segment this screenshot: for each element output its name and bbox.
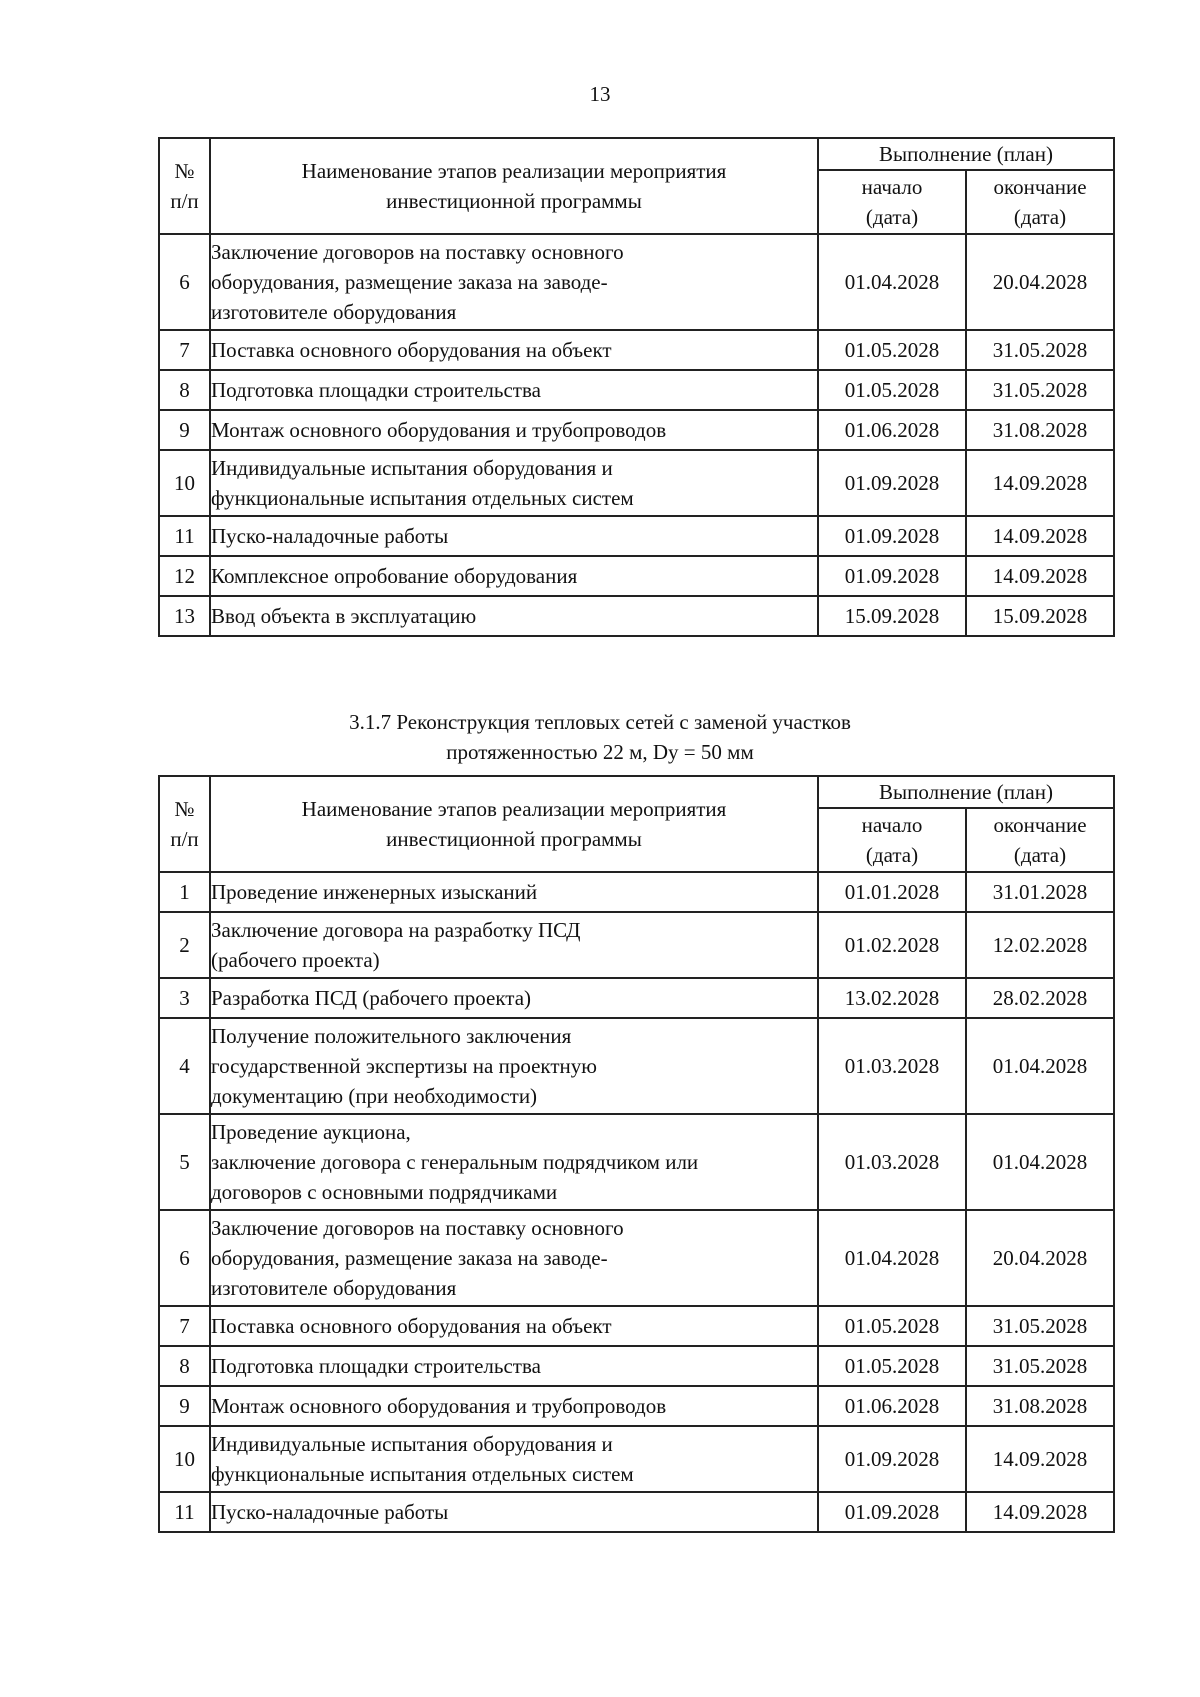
end-date: 31.08.2028 [966,1386,1114,1426]
end-date: 31.05.2028 [966,1306,1114,1346]
column-header-stage-name: Наименование этапов реализации мероприятия инвестиционной программы [210,138,818,234]
start-date: 01.05.2028 [818,1346,966,1386]
table-row [159,596,1114,636]
stage-name: Разработка ПСД (рабочего проекта) [210,978,818,1018]
end-date: 12.02.2028 [966,912,1114,978]
column-header-start-date: начало (дата) [818,170,966,234]
stage-name: Монтаж основного оборудования и трубопроводов [210,1386,818,1426]
schedule-table-3-1-7 [158,775,1115,1533]
column-header-end-date: окончание (дата) [966,808,1114,872]
stage-name: Индивидуальные испытания оборудования и функциональные испытания отдельных систем [210,450,818,516]
column-header-stage-name: Наименование этапов реализации мероприятия инвестиционной программы [210,776,818,872]
row-number: 10 [159,450,210,516]
row-number: 11 [159,1492,210,1532]
section-caption-line-2: протяженностью 22 м, Dу = 50 мм [446,740,754,764]
row-number: 4 [159,1018,210,1114]
end-date: 14.09.2028 [966,1492,1114,1532]
start-date: 01.09.2028 [818,516,966,556]
column-header-execution-plan: Выполнение (план) [818,776,1114,808]
end-date: 14.09.2028 [966,516,1114,556]
table-row [159,1492,1114,1532]
start-date: 13.02.2028 [818,978,966,1018]
start-date: 01.02.2028 [818,912,966,978]
end-date: 14.09.2028 [966,556,1114,596]
row-number: 2 [159,912,210,978]
table-row [159,410,1114,450]
table-row [159,1210,1114,1306]
table-row [159,912,1114,978]
stage-name: Подготовка площадки строительства [210,1346,818,1386]
stage-name: Поставка основного оборудования на объект [210,330,818,370]
end-date: 31.08.2028 [966,410,1114,450]
start-date: 01.05.2028 [818,330,966,370]
start-date: 01.04.2028 [818,1210,966,1306]
end-date: 01.04.2028 [966,1114,1114,1210]
row-number: 10 [159,1426,210,1492]
stage-name: Монтаж основного оборудования и трубопроводов [210,410,818,450]
end-date: 14.09.2028 [966,1426,1114,1492]
start-date: 15.09.2028 [818,596,966,636]
stage-name: Пуско-наладочные работы [210,516,818,556]
column-header-execution-plan: Выполнение (план) [818,138,1114,170]
column-header-start-date: начало (дата) [818,808,966,872]
stage-name: Ввод объекта в эксплуатацию [210,596,818,636]
stage-name: Проведение инженерных изысканий [210,872,818,912]
row-number: 6 [159,234,210,330]
table-row [159,1306,1114,1346]
section-caption [0,707,1200,767]
start-date: 01.09.2028 [818,556,966,596]
table-row [159,556,1114,596]
column-header-num: № п/п [159,776,210,872]
column-header-end-date: окончание (дата) [966,170,1114,234]
table-row [159,1018,1114,1114]
end-date: 28.02.2028 [966,978,1114,1018]
start-date: 01.09.2028 [818,1492,966,1532]
row-number: 7 [159,330,210,370]
section-caption-line-1: 3.1.7 Реконструкция тепловых сетей с заменой участков [349,710,851,734]
row-number: 9 [159,1386,210,1426]
table-row [159,1346,1114,1386]
end-date: 20.04.2028 [966,1210,1114,1306]
row-number: 11 [159,516,210,556]
table-row [159,234,1114,330]
row-number: 8 [159,370,210,410]
table-row [159,370,1114,410]
stage-name: Комплексное опробование оборудования [210,556,818,596]
table-body [159,872,1114,1532]
end-date: 20.04.2028 [966,234,1114,330]
schedule-table-continued [158,137,1115,637]
start-date: 01.06.2028 [818,410,966,450]
end-date: 31.05.2028 [966,370,1114,410]
table-row [159,978,1114,1018]
stage-name: Подготовка площадки строительства [210,370,818,410]
start-date: 01.09.2028 [818,1426,966,1492]
stage-name: Заключение договоров на поставку основного оборудования, размещение заказа на заводе- изготовителе оборудования [210,1210,818,1306]
start-date: 01.05.2028 [818,370,966,410]
start-date: 01.04.2028 [818,234,966,330]
row-number: 6 [159,1210,210,1306]
row-number: 7 [159,1306,210,1346]
row-number: 8 [159,1346,210,1386]
stage-name: Проведение аукциона, заключение договора с генеральным подрядчиком или договоров с основными подрядчиками [210,1114,818,1210]
row-number: 3 [159,978,210,1018]
end-date: 31.05.2028 [966,330,1114,370]
table-row [159,872,1114,912]
page-number: 13 [589,82,611,106]
start-date: 01.01.2028 [818,872,966,912]
table-body [159,234,1114,636]
row-number: 13 [159,596,210,636]
row-number: 5 [159,1114,210,1210]
row-number: 1 [159,872,210,912]
row-number: 9 [159,410,210,450]
start-date: 01.05.2028 [818,1306,966,1346]
column-header-num: № п/п [159,138,210,234]
table-row [159,1114,1114,1210]
start-date: 01.09.2028 [818,450,966,516]
end-date: 14.09.2028 [966,450,1114,516]
stage-name: Заключение договоров на поставку основного оборудования, размещение заказа на заводе- изготовителе оборудования [210,234,818,330]
start-date: 01.03.2028 [818,1114,966,1210]
stage-name: Пуско-наладочные работы [210,1492,818,1532]
stage-name: Получение положительного заключения государственной экспертизы на проектную документацию (при необходимости) [210,1018,818,1114]
end-date: 01.04.2028 [966,1018,1114,1114]
table-row [159,516,1114,556]
stage-name: Индивидуальные испытания оборудования и функциональные испытания отдельных систем [210,1426,818,1492]
end-date: 31.05.2028 [966,1346,1114,1386]
end-date: 31.01.2028 [966,872,1114,912]
stage-name: Поставка основного оборудования на объект [210,1306,818,1346]
end-date: 15.09.2028 [966,596,1114,636]
table-row [159,1386,1114,1426]
start-date: 01.06.2028 [818,1386,966,1426]
start-date: 01.03.2028 [818,1018,966,1114]
row-number: 12 [159,556,210,596]
table-row [159,450,1114,516]
table-row [159,1426,1114,1492]
stage-name: Заключение договора на разработку ПСД (рабочего проекта) [210,912,818,978]
table-row [159,330,1114,370]
